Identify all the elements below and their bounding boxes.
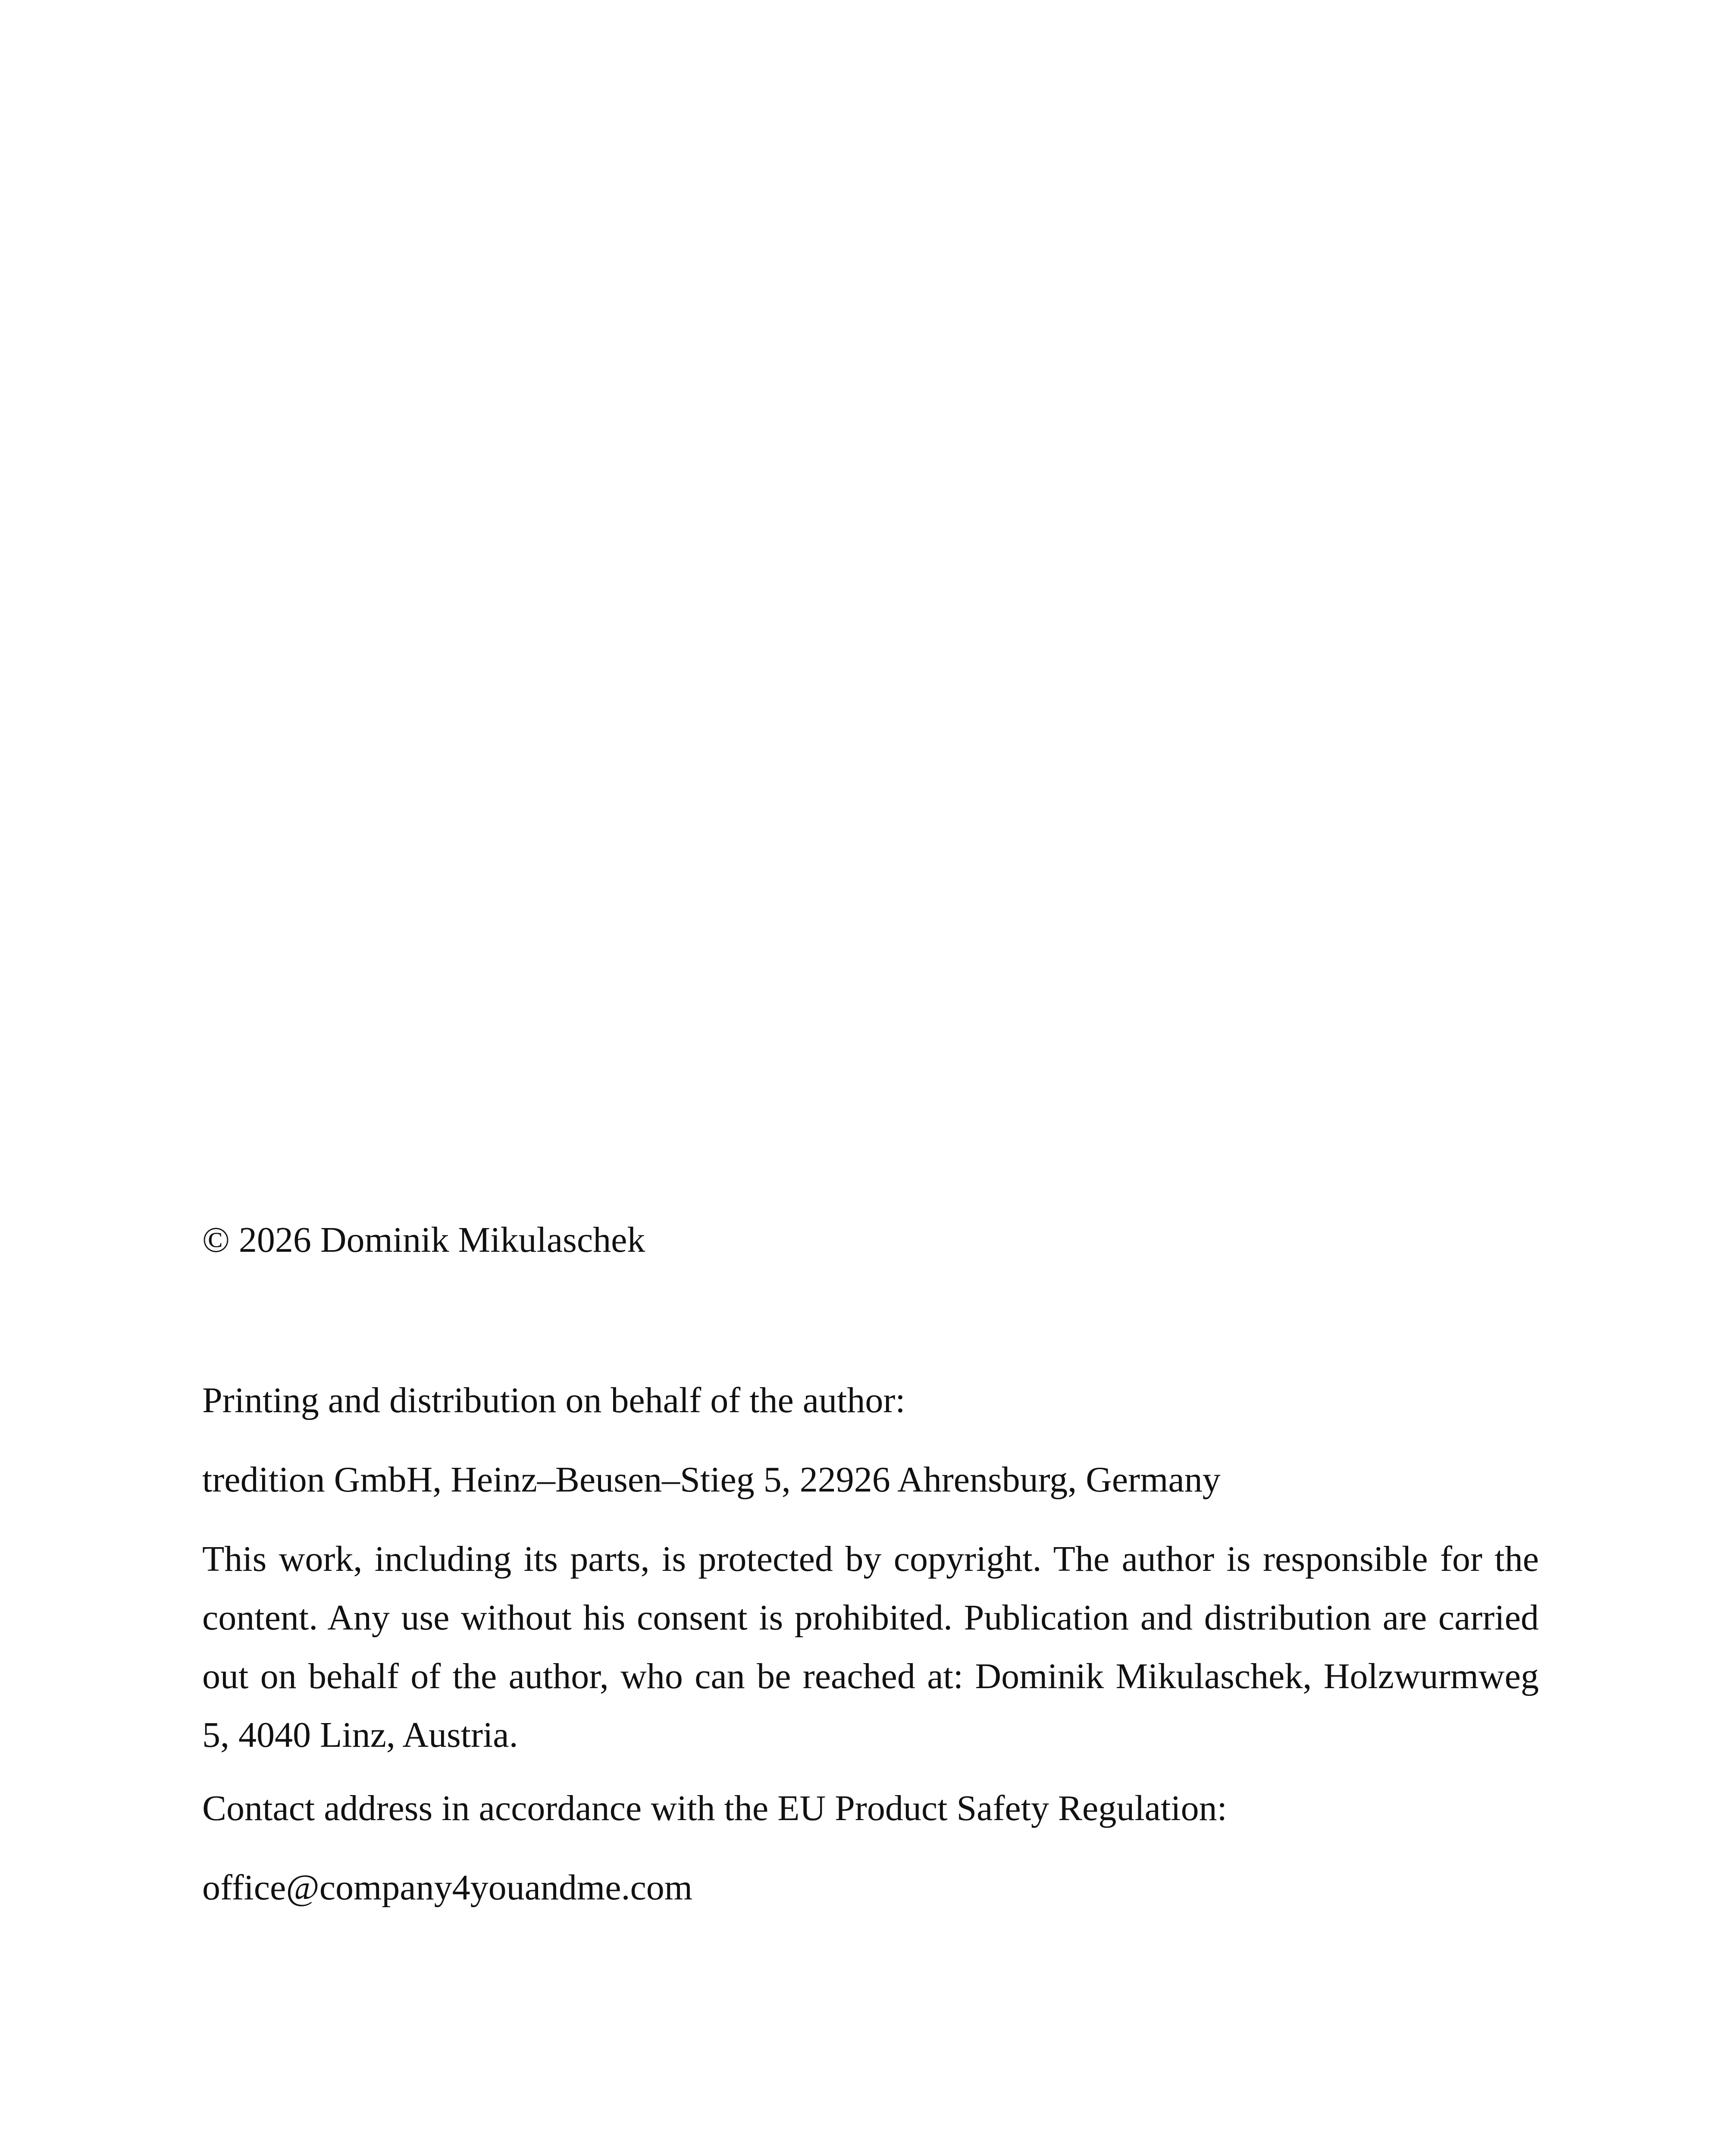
eu-safety-contact-label: Contact address in accordance with the EU Product Safety Regulation: [202,1788,1227,1828]
contact-email: office@company4youandme.com [202,1868,693,1908]
printing-distribution-label: Printing and distribution on behalf of the author: [202,1380,905,1420]
copyright-notice-paragraph: This work, including its parts, is protected by copyright. The author is responsible for the content. Any use without his consent is prohibited. Publication and distribution are carried out on behalf of the author, who can be reached at: Dominik Mikulaschek, Holzwurmweg 5, 4040 Linz, Austria. [202,1539,1539,1755]
copyright-line: © 2026 Dominik Mikulaschek [202,1220,645,1260]
publisher-address: tredition GmbH, Heinz–Beusen–Stieg 5, 22926 Ahrensburg, Germany [202,1460,1221,1500]
